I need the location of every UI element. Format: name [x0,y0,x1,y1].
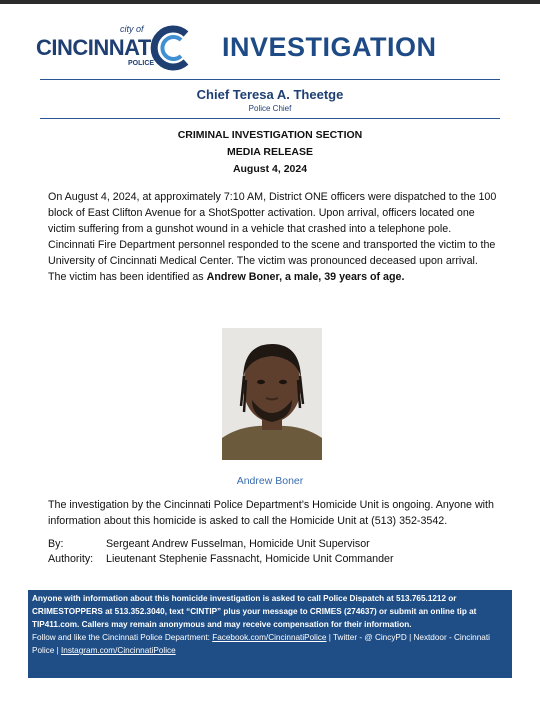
authority-label: Authority: [48,553,94,565]
chief-divider [40,118,500,119]
page-title: INVESTIGATION [222,32,437,62]
logo-city-of: city of [120,24,144,34]
release-date: August 4, 2024 [232,163,308,175]
investigation-paragraph: The investigation by the Cincinnati Police Department’s Homicide Unit is ongoing. Anyone with information about this homicide is asked to call the Homicide Unit at (513) 352-3542. [48,499,494,527]
incident-text: On August 4, 2024, at approximately 7:10 AM, District ONE officers were dispatched to the 100 block of East Clifton Avenue for a ShotSpotter activation. Upon arrival, officers located one victim suffering from a gunshot wound in a vehicle that crashed into a telephone pole. Cincinnati Fire Department personnel responded to the scene and transported the victim to the University of Cincinnati Medical Center. The victim was pronounced deceased upon arrival. The victim has been identified as [48,191,497,283]
other-social-text: | Twitter - @ CincyPD | Nextdoor - Cincinnati Police | [32,633,490,655]
victim-identification: Andrew Boner, a male, 39 years of age. [206,271,405,283]
authority-row [48,553,394,565]
follow-text: Follow and like the Cincinnati Police Department: [32,633,213,642]
victim-portrait-image [222,328,322,460]
header-divider [40,79,500,80]
authority-value: Lieutenant Stephenie Fassnacht, Homicide Unit Commander [106,553,394,565]
by-value: Sergeant Andrew Fusselman, Homicide Unit Supervisor [106,538,370,550]
photo-caption: Andrew Boner [236,475,304,487]
social-links [32,631,508,657]
chief-name: Chief Teresa A. Theetge [196,87,344,102]
by-row [48,538,370,550]
instagram-link[interactable]: Instagram.com/CincinnatiPolice [60,646,176,655]
by-label: By: [48,538,64,550]
tip-footer [28,590,512,678]
cincinnati-police-logo [36,22,196,74]
facebook-link[interactable]: Facebook.com/CincinnatiPolice [212,633,327,642]
release-type: MEDIA RELEASE [227,146,313,158]
incident-paragraph [48,189,498,285]
logo-city-name: CINCINNATI [36,35,157,60]
top-border [0,0,540,4]
tip-notice: Anyone with information about this homicide investigation is asked to call Police Dispatch at 513.765.1212 or CRIMESTOPPERS at 513.352.3040, text “CINTIP” plus your message to CRIMES (274637) or submit an online tip at TIP411.com. Callers may remain anonymous and may receive compensation for their information. [32,594,477,629]
logo-c-emblem-icon [148,24,196,72]
section-heading: CRIMINAL INVESTIGATION SECTION [177,129,363,141]
victim-photo [222,328,322,460]
logo-police-label: POLICE [128,60,155,67]
chief-title: Police Chief [248,104,292,113]
